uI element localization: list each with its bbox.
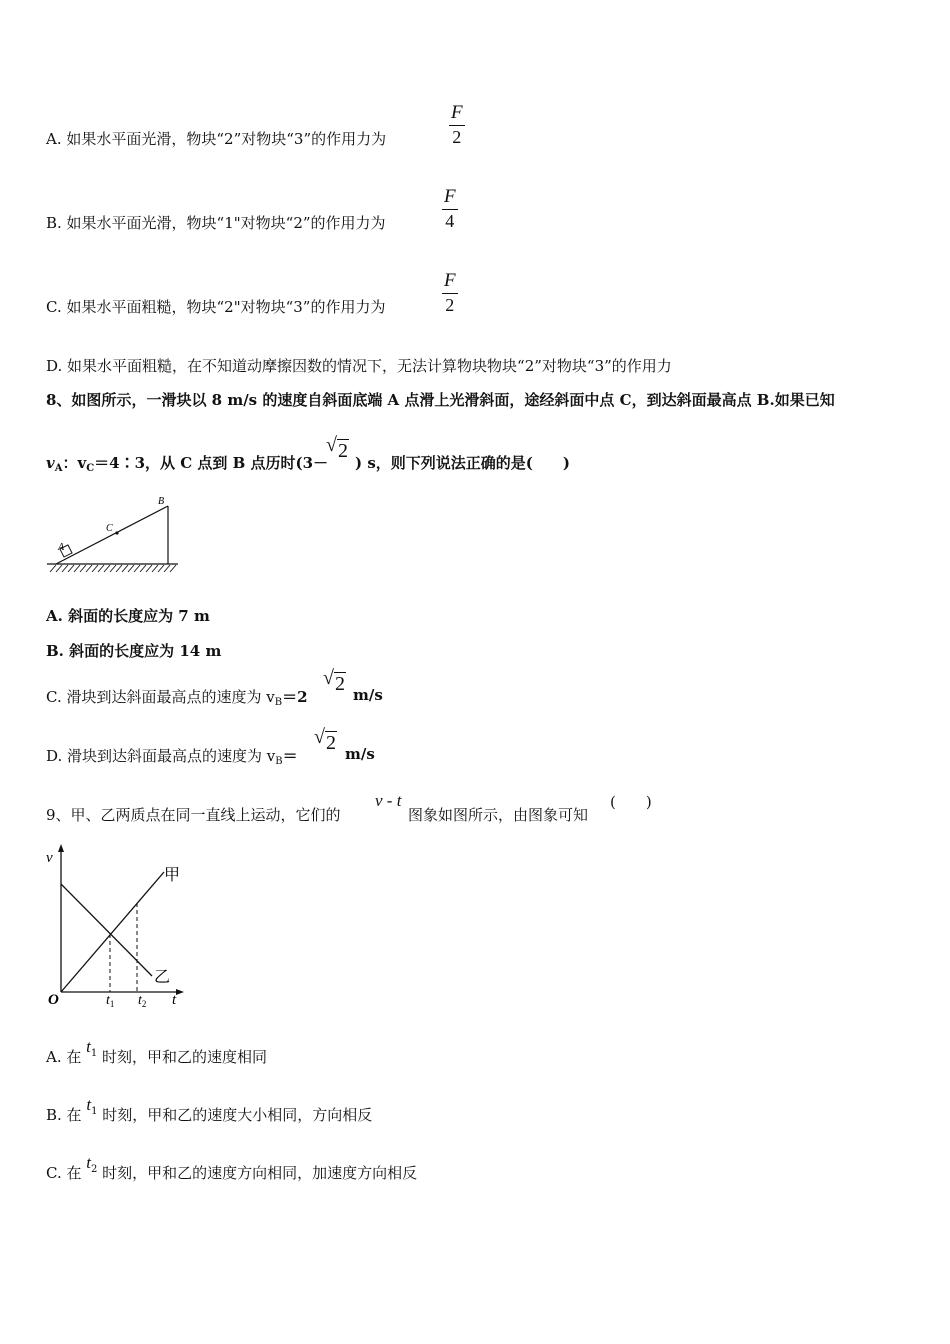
option-7d (46, 355, 672, 376)
stem-text: ) s，则下列说法正确的是( ) (355, 454, 570, 472)
option-text: 时刻，甲和乙的速度方向相同，加速度方向相反 (102, 1164, 418, 1182)
label-t1: $t_1$ (106, 993, 115, 1009)
incline-figure (44, 492, 184, 576)
option-8d-unit (345, 745, 375, 763)
fraction-numerator: F (451, 102, 463, 123)
stem-text: 9、甲、乙两质点在同一直线上运动，它们的 (46, 806, 341, 824)
stem-text: 8、如图所示，一滑块以 8 m/s 的速度自斜面底端 A 点滑上光滑斜面，途经斜面中点 C，到达斜面最高点 B.如果已知 (46, 391, 835, 409)
radical-sign: √ (323, 667, 334, 689)
v-axis-arrow (58, 844, 64, 852)
option-8a (46, 605, 210, 626)
answer-paren (610, 791, 652, 812)
question-9-stem (46, 804, 341, 825)
option-text: C. 如果水平面粗糙，物块“2"对物块“3”的作用力为 (46, 298, 386, 316)
subscript: B (275, 756, 283, 767)
vt-graph (40, 842, 200, 1012)
vt-symbol: v - t (375, 791, 402, 810)
label-a: A (58, 542, 65, 553)
sqrt-2 (314, 726, 337, 755)
stem-text: ：v (62, 454, 87, 472)
time-symbol: t (86, 1153, 91, 1172)
stem-text: ＝4∶3，从 C 点到 B 点历时(3－ (94, 454, 329, 472)
option-text: A. 如果水平面光滑，物块“2”对物块“3”的作用力为 (46, 130, 387, 148)
fraction-f-over-2 (449, 103, 465, 146)
radical-sign: √ (314, 726, 325, 748)
label-jia: 甲 (164, 865, 181, 884)
subscript: 2 (91, 1164, 98, 1175)
option-prefix: C. 在 (46, 1164, 82, 1182)
sqrt-2 (326, 434, 349, 463)
t-axis-arrow (176, 989, 184, 995)
fraction-f-over-4 (442, 187, 458, 230)
fraction-denominator: 2 (445, 295, 455, 315)
stem-text: 图象如图所示，由图象可知 (408, 806, 589, 824)
label-c: C (106, 523, 113, 534)
radicand: 2 (337, 440, 348, 462)
radicand: 2 (334, 673, 345, 695)
option-7c (46, 296, 385, 317)
option-8d (46, 745, 298, 767)
subscript: A (54, 463, 63, 474)
incline-surface (56, 506, 168, 564)
option-text: D. 如果水平面粗糙，在不知道动摩擦因数的情况下，无法计算物块物块“2”对物块“3”的作用力 (46, 357, 672, 375)
option-text: ＝2 (282, 688, 308, 706)
label-b: B (158, 496, 165, 507)
option-prefix: A. 在 (46, 1048, 82, 1066)
unit: m/s (353, 686, 383, 704)
radicand: 2 (325, 732, 336, 754)
option-7a (46, 128, 386, 149)
option-prefix: B. 在 (46, 1106, 82, 1124)
question-9-stem-tail (408, 804, 588, 825)
label-t2: $t_2$ (138, 993, 147, 1009)
option-text: D. 滑块到达斜面最高点的速度为 v (46, 747, 276, 765)
ground-hatching (50, 565, 176, 572)
sqrt-2 (323, 667, 346, 696)
subscript: 1 (91, 1106, 98, 1117)
option-text: B. 斜面的长度应为 14 m (46, 642, 222, 660)
question-8-stem-tail (355, 452, 570, 473)
question-8-stem-line2 (46, 452, 328, 474)
line-yi (61, 884, 152, 976)
option-7b (46, 212, 386, 233)
subscript: B (274, 697, 283, 708)
fraction-numerator: F (444, 186, 456, 207)
fraction-numerator: F (444, 270, 456, 291)
question-8-stem-line1 (46, 389, 835, 410)
fraction-denominator: 2 (452, 127, 462, 147)
midpoint-c-dot (115, 531, 118, 534)
fraction-denominator: 4 (445, 211, 455, 231)
option-8c (46, 686, 308, 708)
option-9b (46, 1095, 373, 1125)
option-text: 时刻，甲和乙的速度相同 (102, 1048, 268, 1066)
option-text: C. 滑块到达斜面最高点的速度为 v (46, 688, 275, 706)
option-8b (46, 640, 221, 661)
option-text: B. 如果水平面光滑，物块“1"对物块“2”的作用力为 (46, 214, 386, 232)
time-symbol: t (86, 1095, 92, 1114)
line-jia (61, 872, 164, 992)
label-origin: O (48, 992, 59, 1008)
option-text: A. 斜面的长度应为 7 m (46, 607, 210, 625)
option-9a (46, 1037, 268, 1067)
label-v: v (46, 850, 53, 866)
radical-sign: √ (326, 434, 337, 456)
option-text: 时刻，甲和乙的速度大小相同，方向相反 (102, 1106, 373, 1124)
option-text: ＝ (282, 747, 298, 765)
option-8c-unit (353, 686, 383, 704)
label-t: t (172, 992, 177, 1008)
subscript: 1 (90, 1048, 98, 1059)
option-9c (46, 1153, 418, 1183)
fraction-f-over-2 (442, 271, 458, 314)
paren-text: ( ) (610, 793, 652, 811)
velocity-symbol: v (46, 454, 55, 472)
time-symbol: t (86, 1037, 91, 1056)
unit: m/s (345, 745, 375, 763)
label-yi: 乙 (154, 967, 171, 986)
subscript: C (86, 463, 95, 474)
